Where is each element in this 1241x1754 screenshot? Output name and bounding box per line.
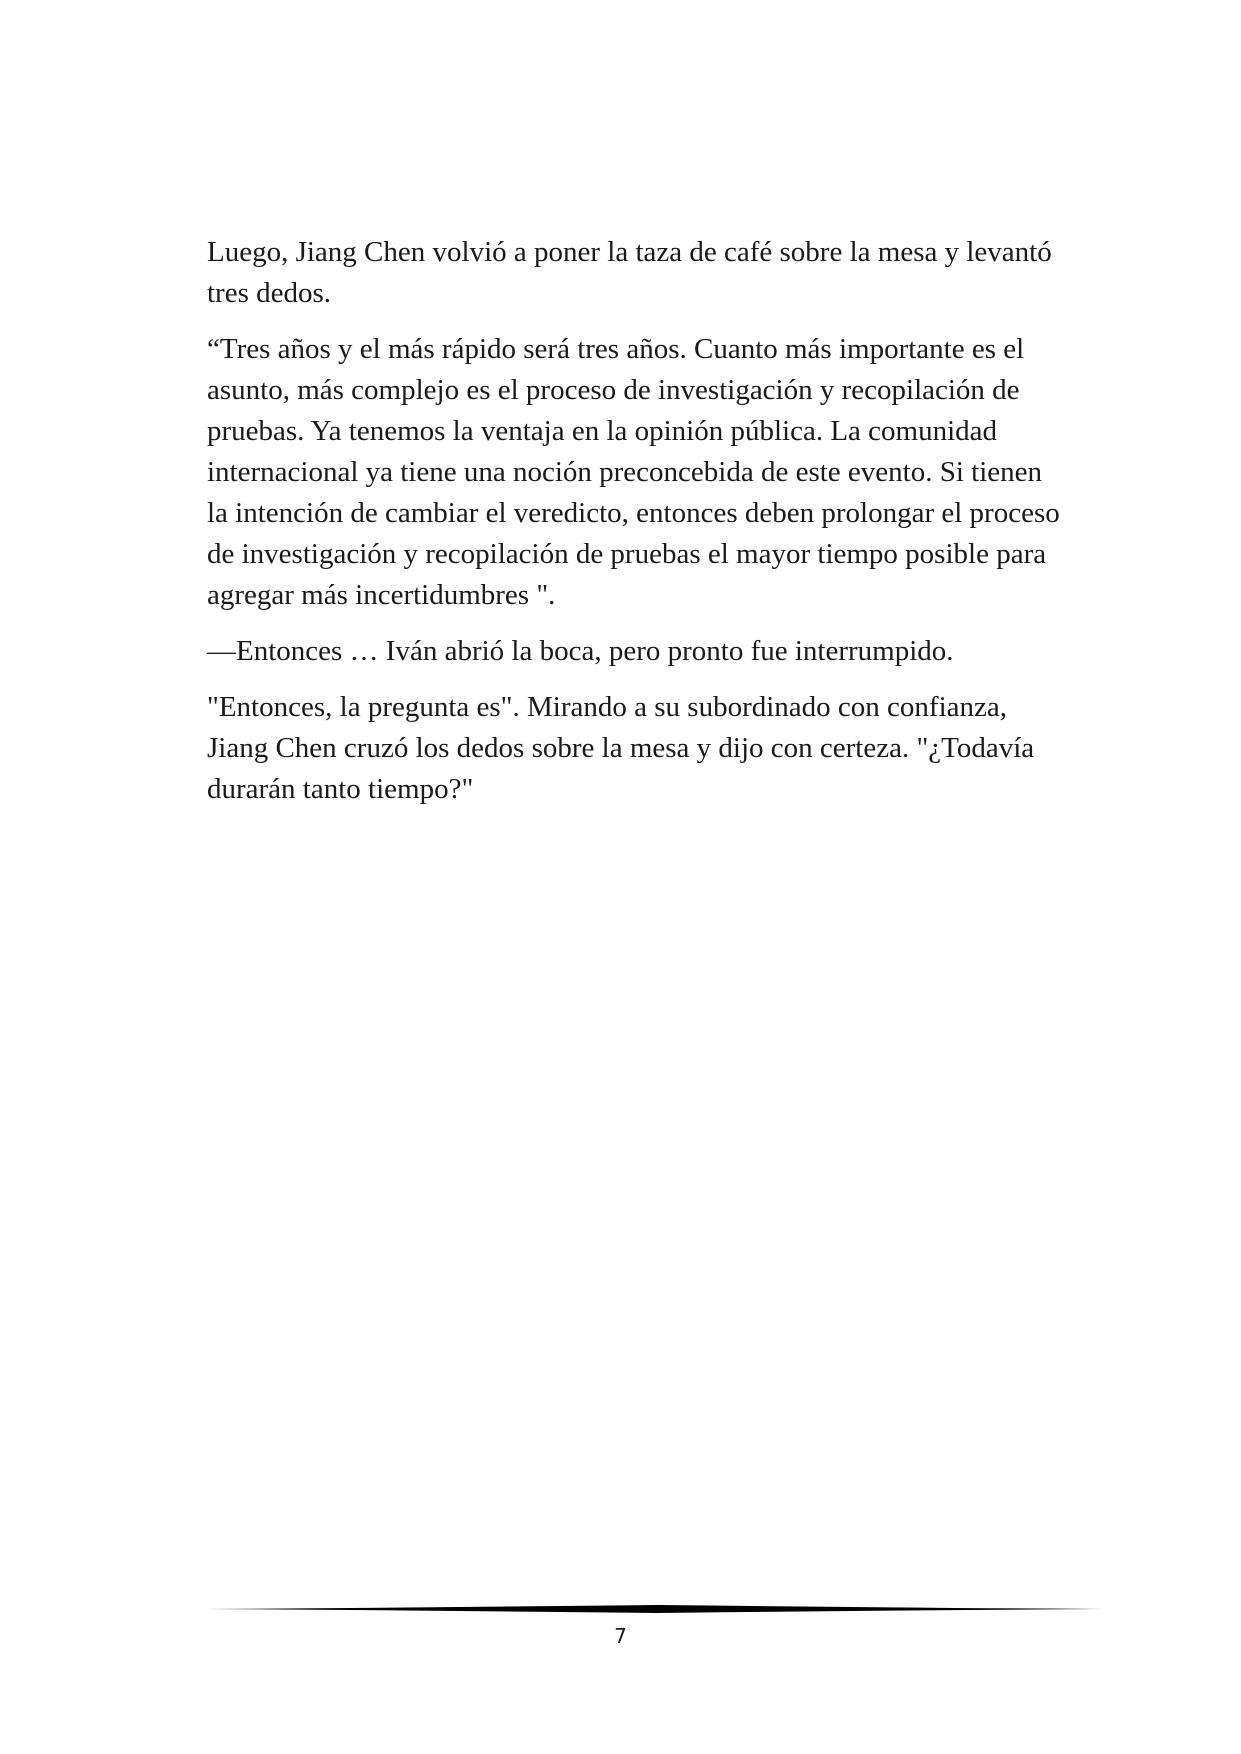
- paragraph: "Entonces, la pregunta es". Mirando a su subordinado con confianza, Jiang Chen cruzó los dedos sobre la mesa y dijo con certeza. "¿Todavía durarán tanto tiempo?": [207, 691, 1035, 805]
- paragraph: —Entonces … Iván abrió la boca, pero pronto fue interrumpido.: [207, 635, 954, 667]
- body-text: [207, 232, 1065, 825]
- paragraph: “Tres años y el más rápido será tres años. Cuanto más importante es el asunto, más complejo es el proceso de investigación y recopilación de pruebas. Ya tenemos la ventaja en la opinión pública. La comunidad internacional ya tiene una noción preconcebida de este evento. Si tienen la intención de cambiar el veredicto, entonces deben prolongar el proceso de investigación y recopilación de pruebas el mayor tiempo posible para agregar más incertidumbres ".: [207, 333, 1060, 611]
- page-number: 7: [614, 1624, 627, 1648]
- footer-divider: [207, 1602, 1103, 1616]
- paragraph: Luego, Jiang Chen volvió a poner la taza de café sobre la mesa y levantó tres dedos.: [207, 236, 1052, 309]
